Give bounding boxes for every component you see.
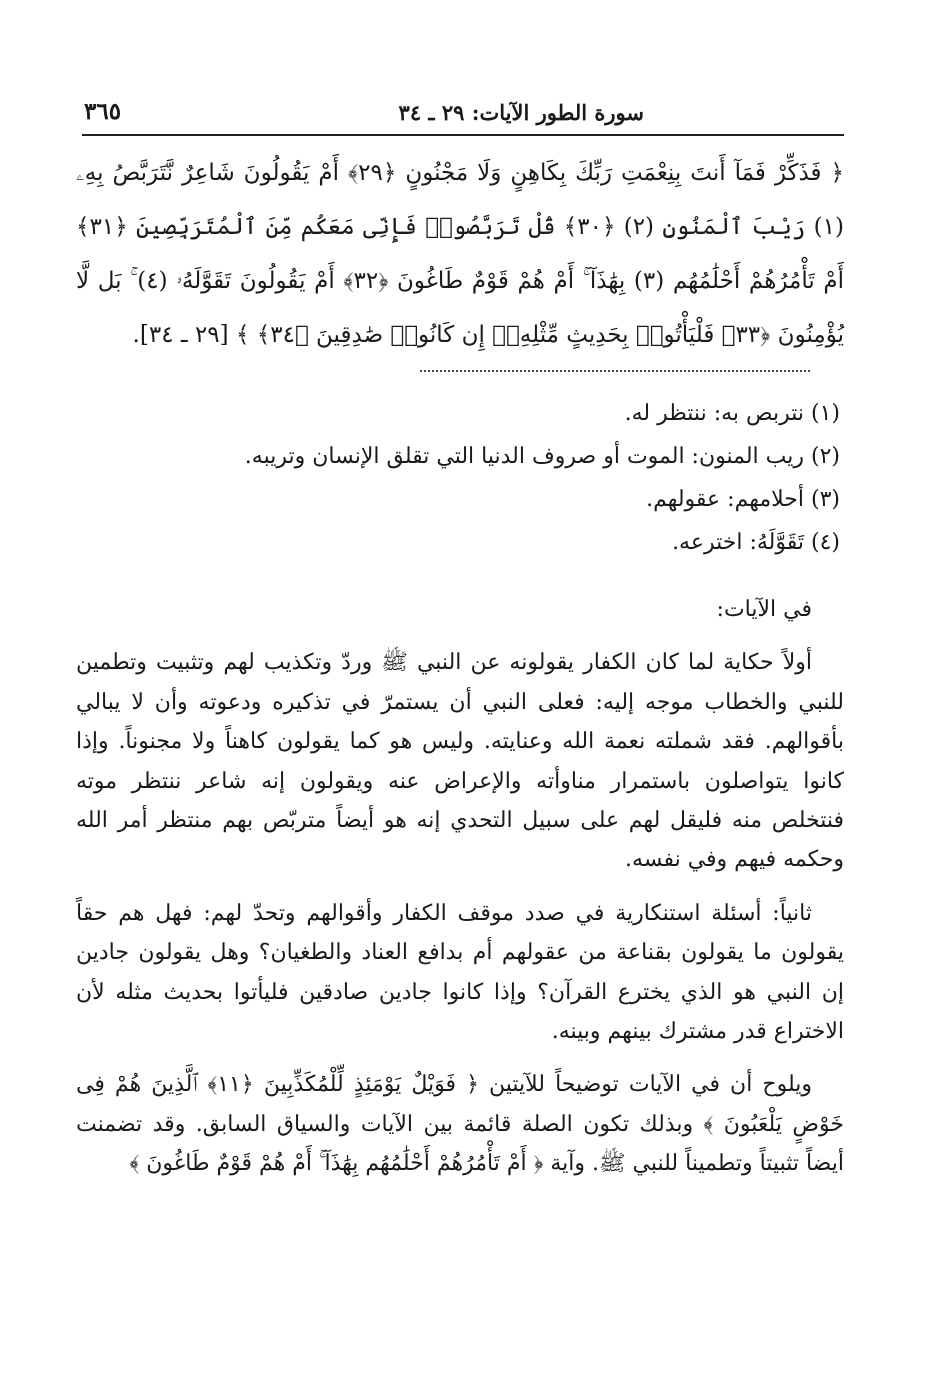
commentary-paragraph-2: ثانياً: أسئلة استنكارية في صدد موقف الكفار وأقوالهم وتحدّ لهم: فهل هم حقاً يقولون ما يقولون بقناعة من عقولهم أم بدافع العناد والطغيان؟ وهل يقولون جادين إن النبي هو الذي يخترع القرآن؟ وإذا كانوا جادين صادقين فليأتوا بحديث مثله لأن الاختراع قدر مشترك بينهم وبينه. [76,900,844,1045]
page-number: ٣٦٥ [84,98,122,125]
commentary-heading: في الآيات: [716,597,812,622]
commentary-paragraph-3: ويلوح أن في الآيات توضيحاً للآيتين ﴿ فَوَيْلٌ يَوْمَئِذٍ لِّلْمُكَذِّبِينَ ﴿١١﴾ ٱلَّذِينَ هُمْ فِى خَوْضٍ يَلْعَبُونَ ﴾ وبذلك تكون الصلة قائمة بين الآيات والسياق السابق. وقد تضمنت أيضاً تثبيتاً وتطميناً للنبي ﷺ. وآية ﴿ أَمْ تَأْمُرُهُمْ أَحْلَٰمُهُم بِهَٰذَآ ۚ أَمْ هُمْ قَوْمٌ طَاغُونَ ﴾ [76,1072,844,1177]
header-rule [82,134,844,136]
footnote-2: (٢) ريب المنون: الموت أو صروف الدنيا التي تقلق الإنسان وتريبه. [244,444,840,469]
footnote-1: (١) نتربص به: ننتظر له. [624,401,840,426]
page-header [82,98,844,134]
footnote-3: (٣) أحلامهم: عقولهم. [646,487,840,512]
footnotes-list [244,392,840,564]
commentary [76,590,844,1198]
commentary-paragraph-1: أولاً حكاية لما كان الكفار يقولونه عن النبي ﷺ وردّ وتكذيب لهم وتثبيت وتطمين للنبي والخطاب موجه إليه: فعلى النبي أن يستمرّ في تذكيره ودعوته وأن لا يبالي بأقوالهم. فقد شملته نعمة الله وعنايته. وليس هو كما يقولون كاهناً ولا مجنوناً. وإذا كانوا يتواصلون باستمرار مناوأته والإعراض عنه ويقولون إنه شاعر ننتظر موته فنتخلص منه فليقل لهم على سبيل التحدي إنه هو أيضاً متربّص بهم منتظر أمر الله وحكمه فيهم وفي نفسه. [76,650,844,873]
running-title: سورة الطور الآيات: ٢٩ ـ ٣٤ [398,100,644,125]
quran-passage: ﴿ فَذَكِّرْ فَمَآ أَنتَ بِنِعْمَتِ رَبِّكَ بِكَاهِنٍ وَلَا مَجْنُونٍ ﴿٢٩﴾ أَمْ يَقُولُونَ شَاعِرٌ نَّتَرَبَّصُ بِهِۦ (١) رَيْبَ ٱلْمَنُونِ (٢) ﴿٣٠﴾ قُلْ تَرَبَّصُوا۟ فَإِنِّى مَعَكُم مِّنَ ٱلْمُتَرَبِّصِينَ ﴿٣١﴾ أَمْ تَأْمُرُهُمْ أَحْلَٰمُهُم (٣) بِهَٰذَآ ۚ أَمْ هُمْ قَوْمٌ طَاغُونَ ﴿٣٢﴾ أَمْ يَقُولُونَ تَقَوَّلَهُۥ (٤) ۚ بَل لَّا يُؤْمِنُونَ ﴿٣٣﴾ فَلْيَأْتُوا۟ بِحَدِيثٍ مِّثْلِهِۦٓ إِن كَانُوا۟ صَٰدِقِينَ ﴿٣٤﴾ ﴾ [٢٩ ـ ٣٤]. [76,160,844,348]
footnote-separator [420,370,810,372]
footnote-4: (٤) تَقَوَّلَهُ: اخترعه. [672,530,840,555]
